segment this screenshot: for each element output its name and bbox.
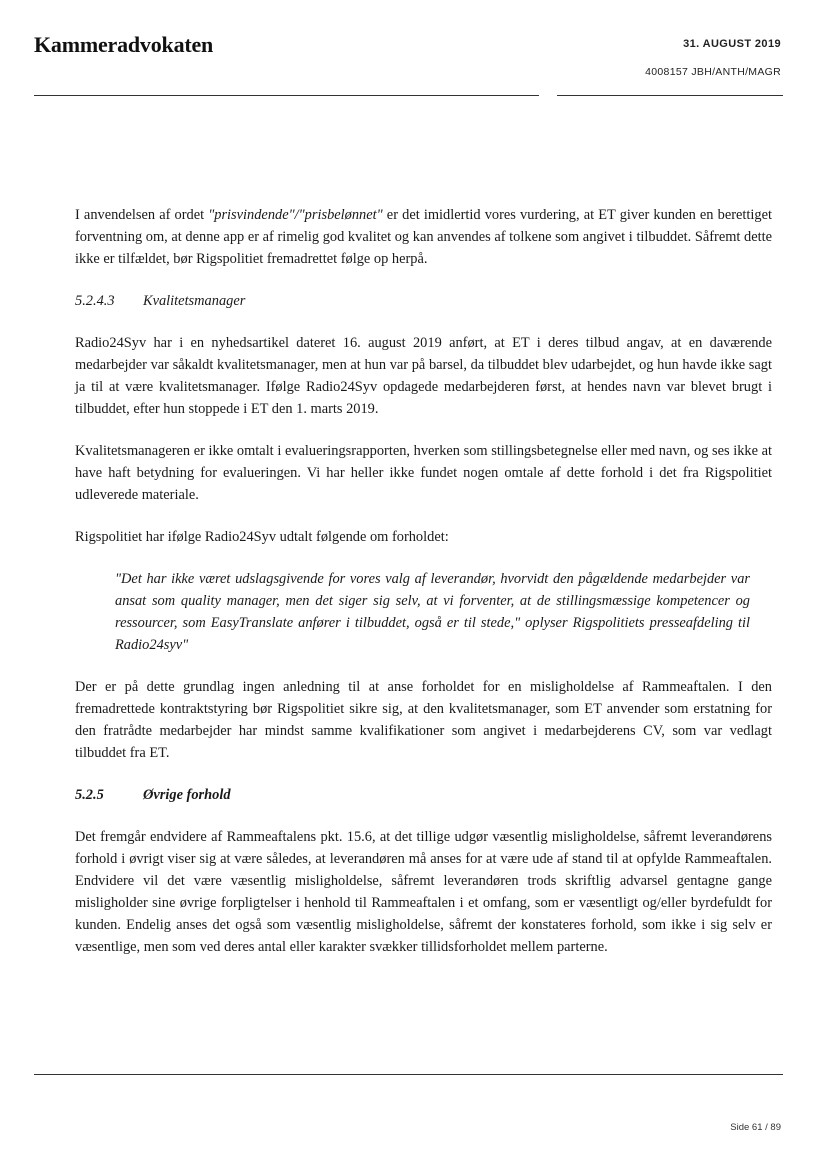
header-rule-right: [557, 95, 783, 96]
document-body: [75, 204, 772, 958]
paragraph-4: Rigspolitiet har ifølge Radio24Syv udtalt følgende om forholdet:: [75, 529, 449, 545]
page-number: Side 61 / 89: [730, 1122, 781, 1133]
section-heading-kvalitetsmanager: [75, 290, 772, 312]
section-number: 5.2.5: [75, 787, 104, 803]
footer-rule: [34, 1074, 783, 1075]
document-date: 31. AUGUST 2019: [683, 38, 781, 50]
block-quote: "Det har ikke været udslagsgivende for vores valg af leverandør, hvorvidt den pågældende medarbejder var ansat som quality manager, men det siger sig selv, at vi forventer, at de stillingsmæssige kompetencer og ressourcer, som EasyTranslate anfører i tilbuddet, også er til stede," oplyser Rigspolitiets presseafdeling til Radio24syv": [115, 571, 750, 653]
section-number: 5.2.4.3: [75, 293, 115, 309]
paragraph-6: Det fremgår endvidere af Rammeaftalens pkt. 15.6, at det tillige udgør væsentlig misligholdelse, såfremt leverandørens forhold i øvrigt viser sig at være således, at leverandøren må anses for at være ude af stand til at opfylde Rammeaftalen. Endvidere vil det være væsentlig misligholdelse, såfremt leverandøren trods skriftlig advarsel gentagne gange misligholder sine øvrige forpligtelser i henhold til Rammeaftalen i et omfang, som er væsentligt og/eller byrdefuldt for kunden. Endelig anses det også som væsentlig misligholdelse, såfremt der konstateres forhold, som ikke i sig selv er væsentlige, men som ved deres antal eller karakter svækker tillidsforholdet mellem parterne.: [75, 829, 772, 955]
paragraph-2: Radio24Syv har i en nyhedsartikel dateret 16. august 2019 anført, at ET i deres tilbud angav, at en daværende medarbejder var såkaldt kvalitetsmanager, men at hun var på barsel, da tilbuddet blev udarbejdet, og hun havde ikke sagt ja til at være kvalitetsmanager. Ifølge Radio24Syv opdagede medarbejderen først, at hendes navn var blevet brugt i tilbuddet, efter hun stoppede i ET den 1. marts 2019.: [75, 335, 772, 417]
section-title: Kvalitetsmanager: [143, 293, 246, 309]
section-title: Øvrige forhold: [143, 787, 231, 803]
paragraph-1: I anvendelsen af ordet "prisvindende"/"prisbelønnet" er det imidlertid vores vurdering, at ET giver kunden en berettiget forventning om, at denne app er af rimelig god kvalitet og kan anvendes af tolkene som angivet i tilbuddet. Såfremt dette ikke er tilfældet, bør Rigspolitiet fremadrettet følge op herpå.: [75, 207, 772, 267]
logo: Kammeradvokaten: [34, 32, 214, 57]
section-heading-oevrige-forhold: [75, 784, 772, 806]
document-reference: 4008157 JBH/ANTH/MAGR: [645, 66, 781, 78]
header-rule-left: [34, 95, 539, 96]
paragraph-5: Der er på dette grundlag ingen anledning til at anse forholdet for en misligholdelse af Rammeaftalen. I den fremadrettede kontraktstyring bør Rigspolitiet sikre sig, at den kvalitetsmanager, som ET anvender som erstatning for den fratrådte medarbejder har mindst samme kvalifikationer som angivet i medarbejderens CV, som var vedlagt tilbuddet fra ET.: [75, 679, 772, 761]
quoted-term: "prisvindende"/"prisbelønnet": [208, 207, 383, 223]
paragraph-3: Kvalitetsmanageren er ikke omtalt i evalueringsrapporten, hverken som stillingsbetegnelse eller med navn, og ses ikke at have haft betydning for evalueringen. Vi har heller ikke fundet nogen omtale af dette forhold i det fra Rigspolitiet udleverede materiale.: [75, 443, 772, 503]
